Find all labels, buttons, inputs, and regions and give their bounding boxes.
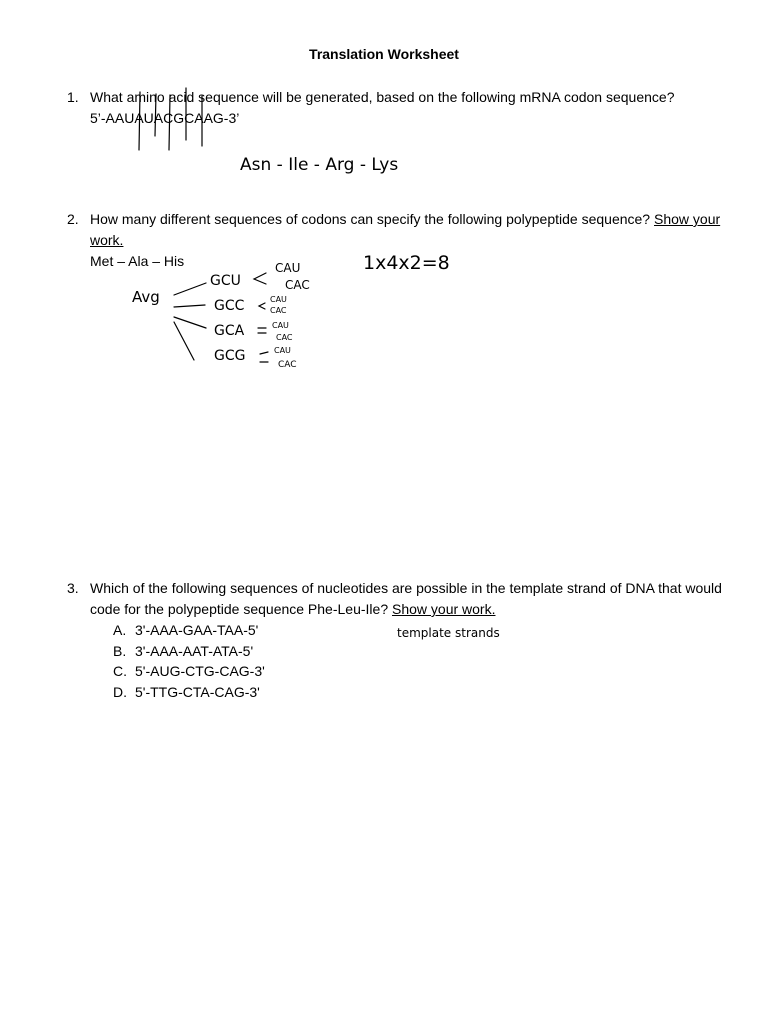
codon-label: GCA xyxy=(214,323,245,339)
handwritten-note: template strands xyxy=(397,626,500,640)
sub-codon-label: CAU xyxy=(272,321,289,330)
sub-codon-label: CAU xyxy=(275,261,301,275)
question-text: Which of the following sequences of nucleotides are possible in the template strand of DNA that would code for the polypeptide sequence Phe-Leu-Ile? Show your work. xyxy=(90,580,722,617)
question-text: What amino acid sequence will be generated, based on the following mRNA codon sequence? xyxy=(90,89,675,105)
worksheet-title: Translation Worksheet xyxy=(309,46,459,62)
codon-divider-mark xyxy=(155,94,156,136)
tree-branch xyxy=(174,283,206,295)
tree-branch xyxy=(174,317,206,328)
question-number: 1. xyxy=(67,89,79,105)
question-number: 2. xyxy=(67,211,79,227)
branch-bracket xyxy=(260,352,268,362)
sub-codon-label: CAC xyxy=(278,360,297,370)
question-number: 3. xyxy=(67,580,79,596)
handwritten-answer: Asn - Ile - Arg - Lys xyxy=(240,155,399,175)
answer-option[interactable]: D. 5'-TTG-CTA-CAG-3' xyxy=(113,683,260,700)
sub-codon-label: CAU xyxy=(274,346,291,355)
polypeptide-sequence: Met – Ala – His xyxy=(90,253,185,269)
sub-codon-label: CAC xyxy=(276,333,293,342)
mrna-sequence: 5’-AAUAUACGCAAG-3’ xyxy=(90,110,240,126)
codon-label: GCU xyxy=(210,273,241,289)
sub-codon-label: CAC xyxy=(270,306,287,315)
sub-codon-label: CAC xyxy=(285,278,310,292)
answer-option[interactable]: C. 5'-AUG-CTG-CAG-3' xyxy=(113,663,265,680)
tree-branch xyxy=(174,305,205,307)
tree-branch xyxy=(174,322,194,360)
show-work-instruction: Show your work. xyxy=(90,211,721,248)
codon-label: GCC xyxy=(214,298,245,314)
answer-option[interactable]: A. 3'-AAA-GAA-TAA-5' xyxy=(113,622,259,638)
branch-bracket xyxy=(259,303,265,309)
codon-divider-mark xyxy=(169,95,170,150)
branch-bracket xyxy=(258,328,266,333)
tree-root-label: Avg xyxy=(132,288,160,306)
branch-bracket xyxy=(254,273,266,284)
sub-codon-label: CAU xyxy=(270,295,287,304)
show-work-instruction: Show your work. xyxy=(392,601,496,617)
handwritten-calculation: 1x4x2=8 xyxy=(363,252,450,274)
codon-divider-mark xyxy=(139,92,140,150)
answer-option[interactable]: B. 3'-AAA-AAT-ATA-5' xyxy=(113,642,254,659)
question-text: How many different sequences of codons can specify the following polypeptide sequence? Show your work. xyxy=(90,211,721,248)
codon-label: GCG xyxy=(214,348,246,364)
